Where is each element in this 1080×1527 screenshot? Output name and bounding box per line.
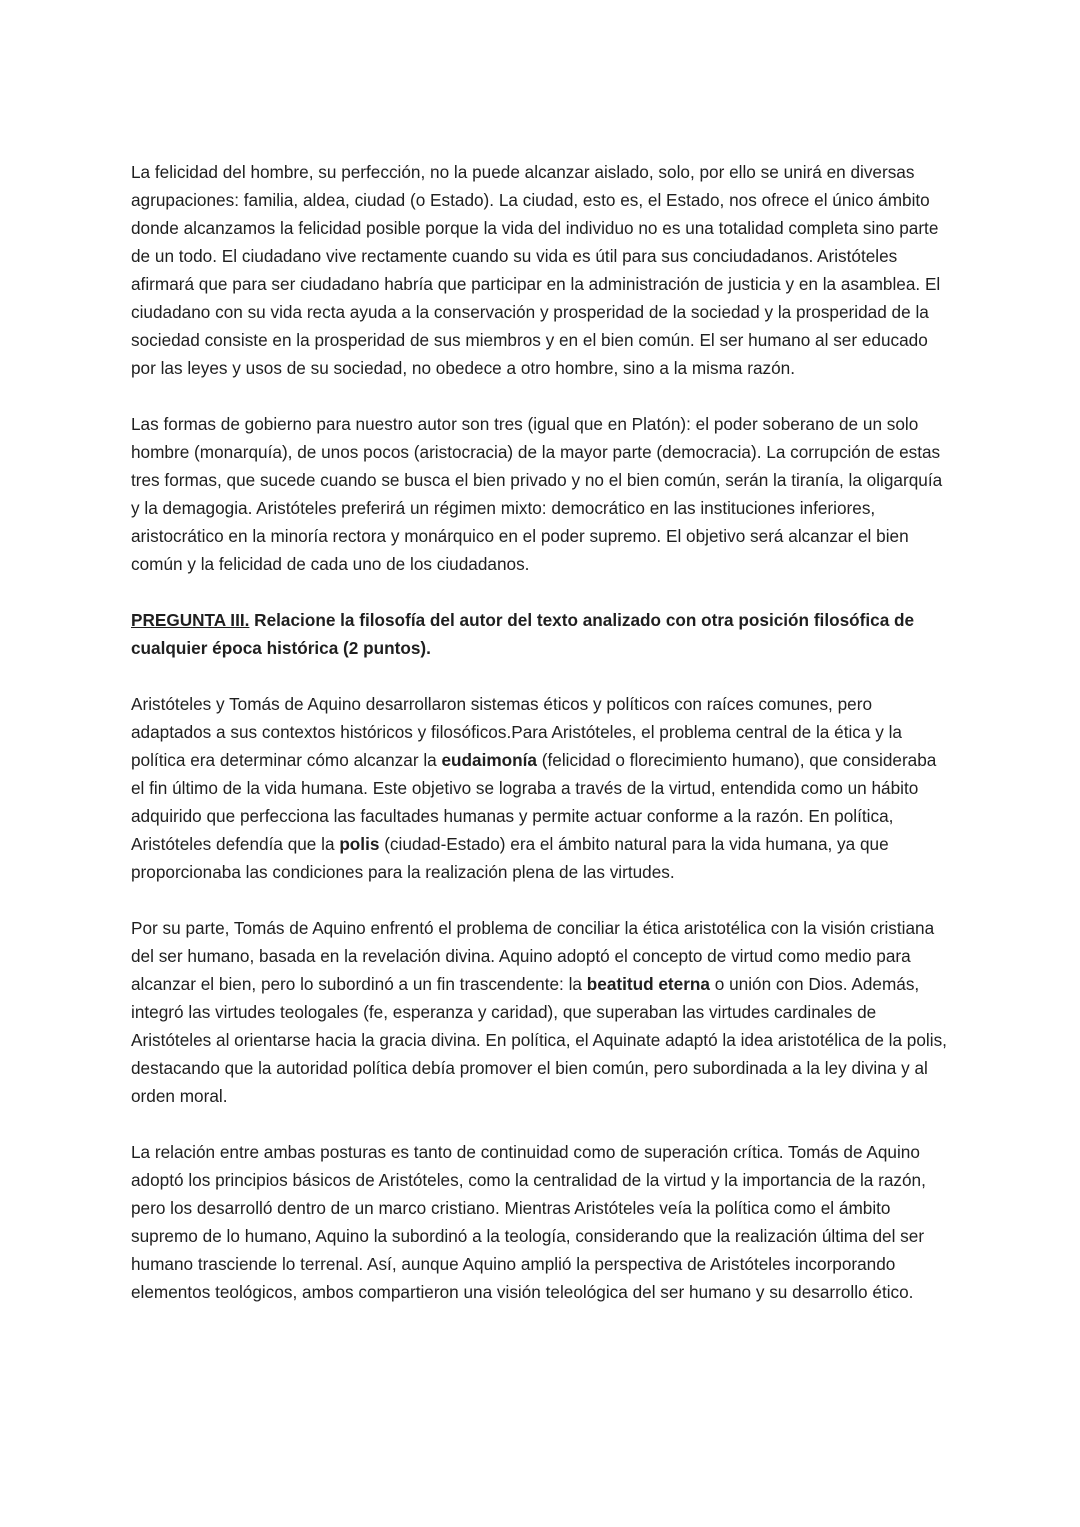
text-segment: Por su parte, Tomás de Aquino enfrentó el problema de conciliar la ética aristotélica con la visión cristiana del ser humano, basada en la revelación divina. Aquino adoptó el concepto de virtud como medio para alcanzar el bien, pero lo subordinó a un fin trascendente: la — [131, 918, 935, 994]
term-beatitud-eterna: beatitud eterna — [586, 974, 710, 994]
paragraph-formas-gobierno: Las formas de gobierno para nuestro autor son tres (igual que en Platón): el poder soberano de un solo hombre (monarquía), de unos pocos (aristocracia) de la mayor parte (democracia). La corrupción de estas tres formas, que sucede cuando se busca el bien privado y no el bien común, serán la tiranía, la oligarquía y la demagogia. Aristóteles preferirá un régimen mixto: democrático en las instituciones inferiores, aristocrático en la minoría rectora y monárquico en el poder supremo. El objetivo será alcanzar el bien común y la felicidad de cada uno de los ciudadanos. — [131, 414, 943, 574]
paragraph-aristoteles-tomas — [131, 690, 951, 886]
question-label: PREGUNTA III. — [131, 610, 250, 630]
question-text: Relacione la filosofía del autor del texto analizado con otra posición filosófica de cualquier época histórica (2 puntos). — [131, 610, 915, 658]
text-segment: o unión con Dios. Además, integró las virtudes teologales (fe, esperanza y caridad), que superaban las virtudes cardinales de Aristóteles al orientarse hacia la gracia divina. En política, el Aquinate adaptó la idea aristotélica de la polis, destacando que la autoridad política debía promover el bien común, pero subordinada a la ley divina y al orden moral. — [131, 974, 947, 1106]
term-eudaimonia: eudaimonía — [441, 750, 537, 770]
question-heading — [131, 606, 951, 662]
paragraph-relacion-posturas: La relación entre ambas posturas es tanto de continuidad como de superación crítica. Tomás de Aquino adoptó los principios básicos de Aristóteles, como la centralidad de la virtud y la importancia de la razón, pero los desarrolló dentro de un marco cristiano. Mientras Aristóteles veía la política como el ámbito supremo de lo humano, Aquino la subordinó a la teología, considerando que la realización última del ser humano trasciende lo terrenal. Así, aunque Aquino amplió la perspectiva de Aristóteles incorporando elementos teológicos, ambos compartieron una visión teleológica del ser humano y su desarrollo ético. — [131, 1142, 926, 1302]
term-polis: polis — [339, 834, 380, 854]
document-page — [131, 158, 951, 1306]
text-segment: Aristóteles y Tomás de Aquino desarrollaron sistemas éticos y políticos con raíces comunes, pero adaptados a sus contextos históricos y filosóficos.Para Aristóteles, el problema central de la ética y la política era determinar cómo alcanzar la — [131, 694, 902, 770]
paragraph-felicidad-estado: La felicidad del hombre, su perfección, no la puede alcanzar aislado, solo, por ello se unirá en diversas agrupaciones: familia, aldea, ciudad (o Estado). La ciudad, esto es, el Estado, nos ofrece el único ámbito donde alcanzamos la felicidad posible porque la vida del individuo no es una totalidad completa sino parte de un todo. El ciudadano vive rectamente cuando su vida es útil para sus conciudadanos. Aristóteles afirmará que para ser ciudadano habría que participar en la administración de justicia y en la asamblea. El ciudadano con su vida recta ayuda a la conservación y prosperidad de la sociedad y la prosperidad de la sociedad consiste en la prosperidad de sus miembros y en el bien común. El ser humano al ser educado por las leyes y usos de su sociedad, no obedece a otro hombre, sino a la misma razón. — [131, 162, 941, 378]
paragraph-tomas-aquino — [131, 914, 951, 1110]
text-segment: (ciudad-Estado) era el ámbito natural para la vida humana, ya que proporcionaba las condiciones para la realización plena de las virtudes. — [131, 834, 889, 882]
text-segment: (felicidad o florecimiento humano), que consideraba el fin último de la vida humana. Este objetivo se lograba a través de la virtud, entendida como un hábito adquirido que perfecciona las facultades humanas y permite actuar conforme a la razón. En política, Aristóteles defendía que la — [131, 750, 937, 854]
